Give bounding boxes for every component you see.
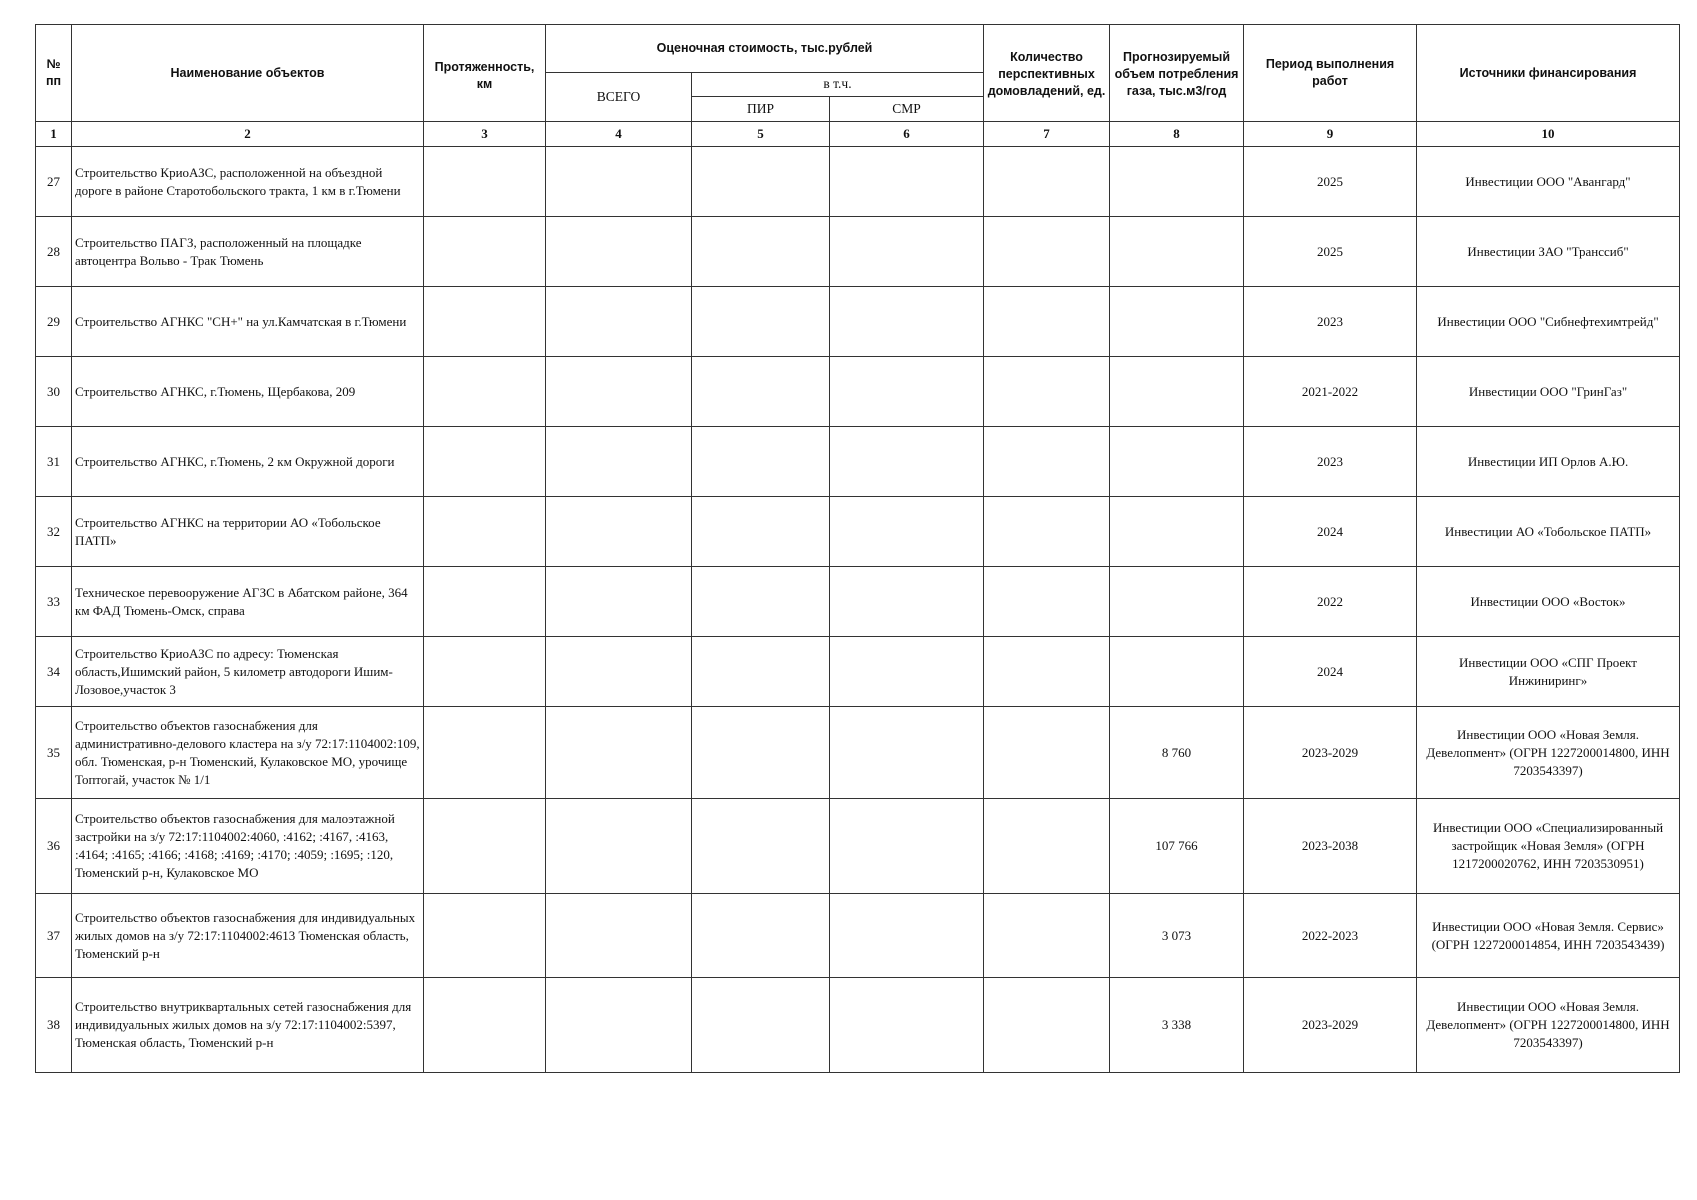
financing-source-cell: Инвестиции ООО «Новая Земля. Девелопмент» (ОГРН 1227200014800, ИНН 7203543397) (1417, 978, 1680, 1073)
smr-cell (830, 357, 984, 427)
gas-volume-cell (1110, 287, 1244, 357)
period-cell: 2023 (1244, 427, 1417, 497)
gas-volume-cell (1110, 567, 1244, 637)
length-cell (424, 707, 546, 799)
smr-cell (830, 707, 984, 799)
column-number: 4 (546, 122, 692, 147)
total-cost-cell (546, 707, 692, 799)
row-number: 28 (36, 217, 72, 287)
pir-cell (692, 567, 830, 637)
table-row (36, 147, 1680, 217)
total-cost-cell (546, 357, 692, 427)
table-row (36, 978, 1680, 1073)
total-cost-cell (546, 217, 692, 287)
length-cell (424, 567, 546, 637)
smr-cell (830, 217, 984, 287)
column-number: 9 (1244, 122, 1417, 147)
period-cell: 2025 (1244, 147, 1417, 217)
total-cost-cell (546, 799, 692, 894)
pir-cell (692, 799, 830, 894)
length-cell (424, 357, 546, 427)
pir-cell (692, 978, 830, 1073)
period-cell: 2023-2029 (1244, 707, 1417, 799)
header-source: Источники финансирования (1417, 25, 1680, 122)
table-row (36, 287, 1680, 357)
object-name: Строительство ПАГЗ, расположенный на площадке автоцентра Вольво - Трак Тюмень (72, 217, 424, 287)
length-cell (424, 217, 546, 287)
header-num: № пп (36, 25, 72, 122)
length-cell (424, 427, 546, 497)
financing-source-cell: Инвестиции ИП Орлов А.Ю. (1417, 427, 1680, 497)
object-name: Строительство внутриквартальных сетей газоснабжения для индивидуальных жилых домов на з/у 72:17:1104002:5397, Тюменская область, Тюменский р-н (72, 978, 424, 1073)
smr-cell (830, 567, 984, 637)
gas-volume-cell: 107 766 (1110, 799, 1244, 894)
households-cell (984, 217, 1110, 287)
financing-source-cell: Инвестиции ООО "Сибнефтехимтрейд" (1417, 287, 1680, 357)
period-cell: 2025 (1244, 217, 1417, 287)
object-name: Строительство КриоАЗС, расположенной на объездной дороге в районе Старотобольского тракта, 1 км в г.Тюмени (72, 147, 424, 217)
total-cost-cell (546, 427, 692, 497)
column-number: 2 (72, 122, 424, 147)
period-cell: 2024 (1244, 637, 1417, 707)
smr-cell (830, 894, 984, 978)
financing-source-cell: Инвестиции ООО «Восток» (1417, 567, 1680, 637)
table-row (36, 707, 1680, 799)
header-gas: Прогнозируемый объем потребления газа, тыс.м3/год (1110, 25, 1244, 122)
financing-source-cell: Инвестиции ЗАО "Транссиб" (1417, 217, 1680, 287)
row-number: 36 (36, 799, 72, 894)
financing-source-cell: Инвестиции ООО "Авангард" (1417, 147, 1680, 217)
length-cell (424, 147, 546, 217)
gas-volume-cell (1110, 147, 1244, 217)
total-cost-cell (546, 567, 692, 637)
header-length: Протяженность, км (424, 25, 546, 122)
row-number: 30 (36, 357, 72, 427)
financing-source-cell: Инвестиции ООО «СПГ Проект Инжиниринг» (1417, 637, 1680, 707)
header-incl: в т.ч. (692, 73, 984, 97)
pir-cell (692, 497, 830, 567)
households-cell (984, 637, 1110, 707)
column-number: 3 (424, 122, 546, 147)
pir-cell (692, 287, 830, 357)
financing-source-cell: Инвестиции ООО «Специализированный застройщик «Новая Земля» (ОГРН 1217200020762, ИНН 7203530951) (1417, 799, 1680, 894)
pir-cell (692, 427, 830, 497)
object-name: Строительство АГНКС "СН+" на ул.Камчатская в г.Тюмени (72, 287, 424, 357)
households-cell (984, 799, 1110, 894)
column-numbers-row (36, 122, 1680, 147)
table-row (36, 497, 1680, 567)
households-cell (984, 147, 1110, 217)
households-cell (984, 978, 1110, 1073)
table-row (36, 799, 1680, 894)
smr-cell (830, 637, 984, 707)
header-cost: Оценочная стоимость, тыс.рублей (546, 25, 984, 73)
pir-cell (692, 147, 830, 217)
smr-cell (830, 147, 984, 217)
object-name: Строительство АГНКС на территории АО «Тобольское ПАТП» (72, 497, 424, 567)
objects-table (35, 24, 1680, 1073)
row-number: 38 (36, 978, 72, 1073)
households-cell (984, 707, 1110, 799)
financing-source-cell: Инвестиции ООО «Новая Земля. Сервис» (ОГРН 1227200014854, ИНН 7203543439) (1417, 894, 1680, 978)
period-cell: 2022-2023 (1244, 894, 1417, 978)
object-name: Строительство АГНКС, г.Тюмень, 2 км Окружной дороги (72, 427, 424, 497)
length-cell (424, 497, 546, 567)
pir-cell (692, 707, 830, 799)
row-number: 33 (36, 567, 72, 637)
gas-volume-cell (1110, 427, 1244, 497)
gas-volume-cell: 3 073 (1110, 894, 1244, 978)
smr-cell (830, 497, 984, 567)
households-cell (984, 894, 1110, 978)
period-cell: 2023-2038 (1244, 799, 1417, 894)
pir-cell (692, 357, 830, 427)
period-cell: 2023 (1244, 287, 1417, 357)
row-number: 31 (36, 427, 72, 497)
header-pir: ПИР (692, 97, 830, 122)
column-number: 1 (36, 122, 72, 147)
length-cell (424, 894, 546, 978)
period-cell: 2023-2029 (1244, 978, 1417, 1073)
period-cell: 2022 (1244, 567, 1417, 637)
households-cell (984, 287, 1110, 357)
header-period: Период выполнения работ (1244, 25, 1417, 122)
table-row (36, 894, 1680, 978)
row-number: 27 (36, 147, 72, 217)
pir-cell (692, 894, 830, 978)
header-name: Наименование объектов (72, 25, 424, 122)
period-cell: 2024 (1244, 497, 1417, 567)
table-body (36, 147, 1680, 1073)
pir-cell (692, 217, 830, 287)
households-cell (984, 497, 1110, 567)
table-row (36, 567, 1680, 637)
households-cell (984, 357, 1110, 427)
length-cell (424, 799, 546, 894)
financing-source-cell: Инвестиции ООО "ГринГаз" (1417, 357, 1680, 427)
column-number: 10 (1417, 122, 1680, 147)
object-name: Строительство АГНКС, г.Тюмень, Щербакова, 209 (72, 357, 424, 427)
total-cost-cell (546, 978, 692, 1073)
households-cell (984, 567, 1110, 637)
row-number: 34 (36, 637, 72, 707)
length-cell (424, 637, 546, 707)
row-number: 32 (36, 497, 72, 567)
gas-volume-cell: 8 760 (1110, 707, 1244, 799)
total-cost-cell (546, 147, 692, 217)
object-name: Строительство объектов газоснабжения для индивидуальных жилых домов на з/у 72:17:1104002:4613 Тюменская область, Тюменский р-н (72, 894, 424, 978)
object-name: Строительство объектов газоснабжения для малоэтажной застройки на з/у 72:17:1104002:4060, :4162; :4167, :4163, :4164; :4165; :4166; :4168; :4169; :4170; :4059; :1695; :120, Тюменский р-н, Кулаковское МО (72, 799, 424, 894)
total-cost-cell (546, 287, 692, 357)
period-cell: 2021-2022 (1244, 357, 1417, 427)
header-total: ВСЕГО (546, 73, 692, 122)
total-cost-cell (546, 894, 692, 978)
length-cell (424, 978, 546, 1073)
smr-cell (830, 799, 984, 894)
smr-cell (830, 978, 984, 1073)
gas-volume-cell (1110, 357, 1244, 427)
gas-volume-cell (1110, 217, 1244, 287)
header-smr: СМР (830, 97, 984, 122)
column-number: 6 (830, 122, 984, 147)
object-name: Строительство КриоАЗС по адресу: Тюменская область,Ишимский район, 5 километр автодороги Ишим-Лозовое,участок 3 (72, 637, 424, 707)
row-number: 35 (36, 707, 72, 799)
header-households: Количество перспективных домовладений, ед. (984, 25, 1110, 122)
table-row (36, 637, 1680, 707)
table-row (36, 217, 1680, 287)
table-header (36, 25, 1680, 147)
gas-volume-cell (1110, 637, 1244, 707)
length-cell (424, 287, 546, 357)
row-number: 37 (36, 894, 72, 978)
gas-volume-cell: 3 338 (1110, 978, 1244, 1073)
object-name: Техническое перевооружение АГЗС в Абатском районе, 364 км ФАД Тюмень-Омск, справа (72, 567, 424, 637)
smr-cell (830, 287, 984, 357)
table-row (36, 357, 1680, 427)
table-row (36, 427, 1680, 497)
pir-cell (692, 637, 830, 707)
total-cost-cell (546, 497, 692, 567)
column-number: 8 (1110, 122, 1244, 147)
column-number: 5 (692, 122, 830, 147)
gas-volume-cell (1110, 497, 1244, 567)
object-name: Строительство объектов газоснабжения для административно-делового кластера на з/у 72:17:1104002:109, обл. Тюменская, р-н Тюменский, Кулаковское МО, урочище Топтогай, участок № 1/1 (72, 707, 424, 799)
financing-source-cell: Инвестиции ООО «Новая Земля. Девелопмент» (ОГРН 1227200014800, ИНН 7203543397) (1417, 707, 1680, 799)
financing-source-cell: Инвестиции АО «Тобольское ПАТП» (1417, 497, 1680, 567)
total-cost-cell (546, 637, 692, 707)
row-number: 29 (36, 287, 72, 357)
smr-cell (830, 427, 984, 497)
households-cell (984, 427, 1110, 497)
column-number: 7 (984, 122, 1110, 147)
